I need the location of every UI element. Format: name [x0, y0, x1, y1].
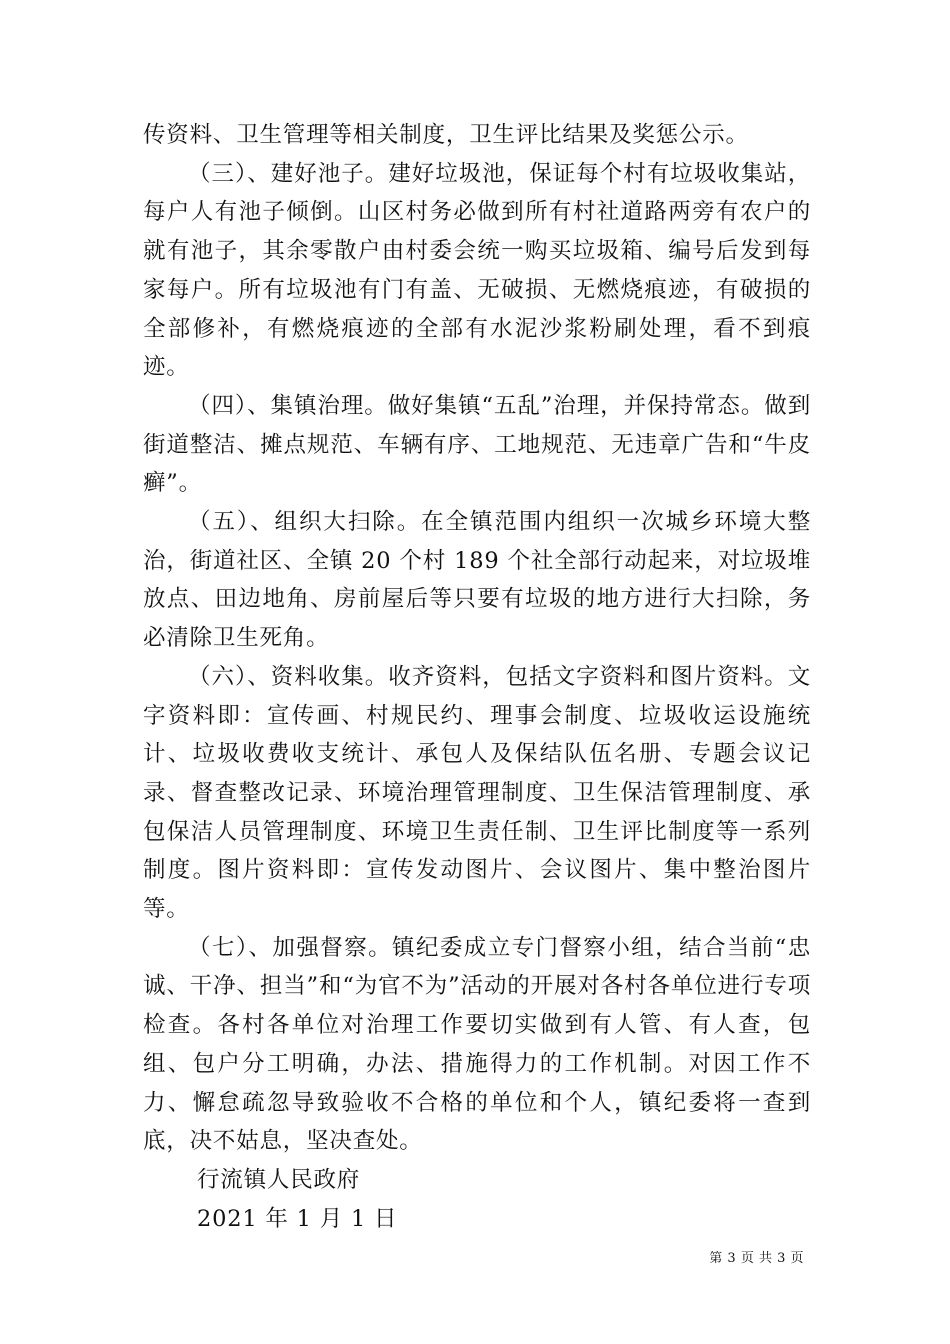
paragraph-build-pools: （三）、建好池子。建好垃圾池，保证每个村有垃圾收集站，每户人有池子倾倒。山区村务必做到所有村社道路两旁有农户的就有池子，其余零散户由村委会统一购买垃圾箱、编号后发到每家每户。所有垃圾池有门有盖、无破损、无燃烧痕迹，有破损的全部修补，有燃烧痕迹的全部有水泥沙浆粉刷处理，看不到痕迹。	[143, 160, 811, 381]
signature-organization: 行流镇人民政府	[197, 1166, 361, 1193]
page-number-footer: 第 3 页 共 3 页	[709, 1251, 804, 1266]
paragraph-town-governance: （四）、集镇治理。做好集镇“五乱”治理，并保持常态。做到街道整洁、摊点规范、车辆有序、工地规范、无违章广告和“牛皮癣”。	[143, 392, 811, 497]
paragraph-supervision: （七）、加强督察。镇纪委成立专门督察小组，结合当前“忠诚、干净、担当”和“为官不为”活动的开展对各村各单位进行专项检查。各村各单位对治理工作要切实做到有人管、有人查，包组、包户分工明确，办法、措施得力的工作机制。对因工作不力、懈怠疏忽导致验收不合格的单位和个人，镇纪委将一查到底，决不姑息，坚决查处。	[143, 934, 811, 1155]
signature-date: 2021 年 1 月 1 日	[197, 1205, 398, 1232]
paragraph-material-collection: （六）、资料收集。收齐资料，包括文字资料和图片资料。文字资料即：宣传画、村规民约、理事会制度、垃圾收运设施统计、垃圾收费收支统计、承包人及保结队伍名册、专题会议记录、督查整改记录、环境治理管理制度、卫生保洁管理制度、承包保洁人员管理制度、环境卫生责任制、卫生评比制度等一系列制度。图片资料即：宣传发动图片、会议图片、集中整治图片等。	[143, 663, 811, 923]
paragraph-general-cleanup: （五）、组织大扫除。在全镇范围内组织一次城乡环境大整治，街道社区、全镇 20 个村 189 个社全部行动起来，对垃圾堆放点、田边地角、房前屋后等只要有垃圾的地方进行大扫除，务必清除卫生死角。	[143, 509, 811, 652]
paragraph-continuation: 传资料、卫生管理等相关制度，卫生评比结果及奖惩公示。	[143, 122, 749, 148]
document-body	[143, 116, 811, 1238]
